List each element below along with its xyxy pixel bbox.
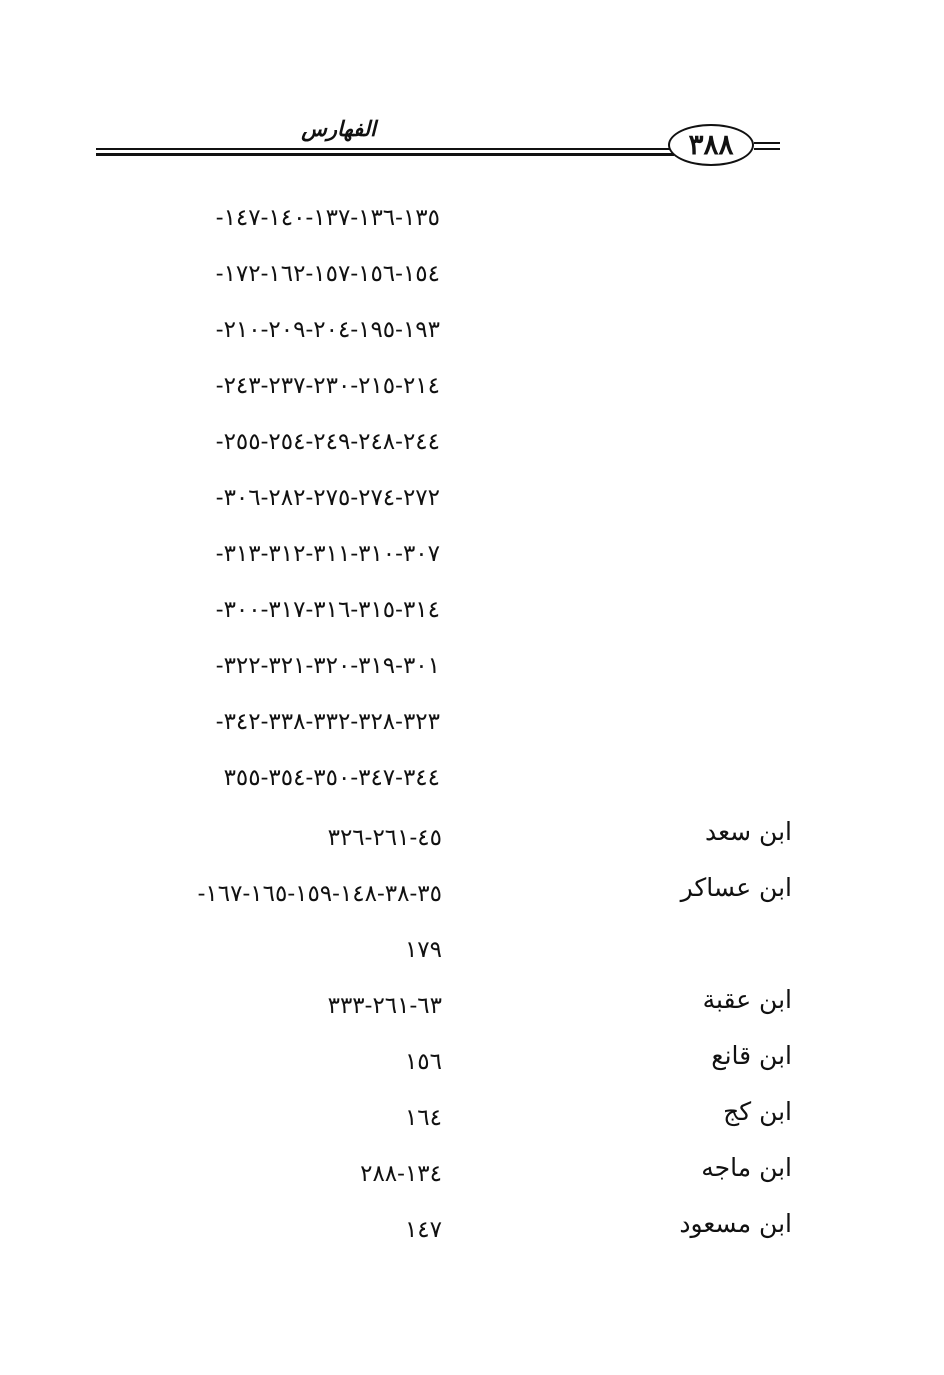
entry-name: ابن مسعود [679, 1209, 792, 1238]
entry-name: ابن سعد [704, 817, 792, 846]
header-rule-thick [96, 153, 674, 156]
entry-name: ابن قانع [711, 1041, 792, 1070]
running-title: الفهارس [301, 116, 376, 141]
entry-name: ابن عساكر [680, 873, 792, 902]
index-entry [0, 868, 944, 924]
index-entry [0, 812, 944, 868]
index-entry [0, 1148, 944, 1204]
page-reference-line: -١٥٤-١٥٦-١٥٧-١٦٢-١٧٢ [215, 261, 440, 287]
index-entry [0, 924, 944, 980]
entry-pages: ٤٥-٢٦١-٣٢٦ [327, 825, 442, 851]
page-reference-line: -٢٧٢-٢٧٤-٢٧٥-٢٨٢-٣٠٦ [215, 485, 440, 511]
index-entry [0, 1204, 944, 1260]
page-number: ٣٨٨ [668, 124, 754, 166]
page-reference-line: -٣٠٧-٣١٠-٣١١-٣١٢-٣١٣ [215, 541, 440, 567]
page-reference-line: -٣٠١-٣١٩-٣٢٠-٣٢١-٣٢٢ [215, 653, 440, 679]
entry-name: ابن كج [723, 1097, 792, 1126]
page-reference-line: -٣١٤-٣١٥-٣١٦-٣١٧-٣٠٠ [215, 597, 440, 623]
entry-name: ابن ماجه [701, 1153, 792, 1182]
page-reference-line: -٢٤٤-٢٤٨-٢٤٩-٢٥٤-٢٥٥ [215, 429, 440, 455]
entry-pages: -٣٥-٣٨-١٤٨-١٥٩-١٦٥-١٦٧ [197, 881, 442, 907]
page-reference-line: -٣٢٣-٣٢٨-٣٣٢-٣٣٨-٣٤٢ [215, 709, 440, 735]
header-ornament-line [754, 148, 780, 150]
header-ornament-line [754, 142, 780, 144]
index-entries [0, 812, 944, 1260]
entry-pages: ١٤٧ [404, 1217, 442, 1243]
index-entry [0, 980, 944, 1036]
header-rule-thin [96, 148, 674, 150]
page-reference-line: -٢١٤-٢١٥-٢٣٠-٢٣٧-٢٤٣ [215, 373, 440, 399]
entry-pages: ١٦٤ [404, 1105, 442, 1131]
continued-page-references [140, 196, 440, 812]
page-reference-line: -١٣٥-١٣٦-١٣٧-١٤٠-١٤٧ [215, 205, 440, 231]
entry-pages: ١٣٤-٢٨٨ [360, 1161, 442, 1187]
index-entry [0, 1036, 944, 1092]
entry-pages: ١٥٦ [404, 1049, 442, 1075]
entry-pages: ١٧٩ [404, 937, 442, 963]
entry-pages: ٦٣-٢٦١-٣٣٣ [327, 993, 442, 1019]
page-reference-line: -١٩٣-١٩٥-٢٠٤-٢٠٩-٢١٠ [215, 317, 440, 343]
page-reference-line: ٣٤٤-٣٤٧-٣٥٠-٣٥٤-٣٥٥ [223, 765, 440, 791]
page-header [96, 112, 786, 172]
index-entry [0, 1092, 944, 1148]
entry-name: ابن عقبة [702, 985, 792, 1014]
